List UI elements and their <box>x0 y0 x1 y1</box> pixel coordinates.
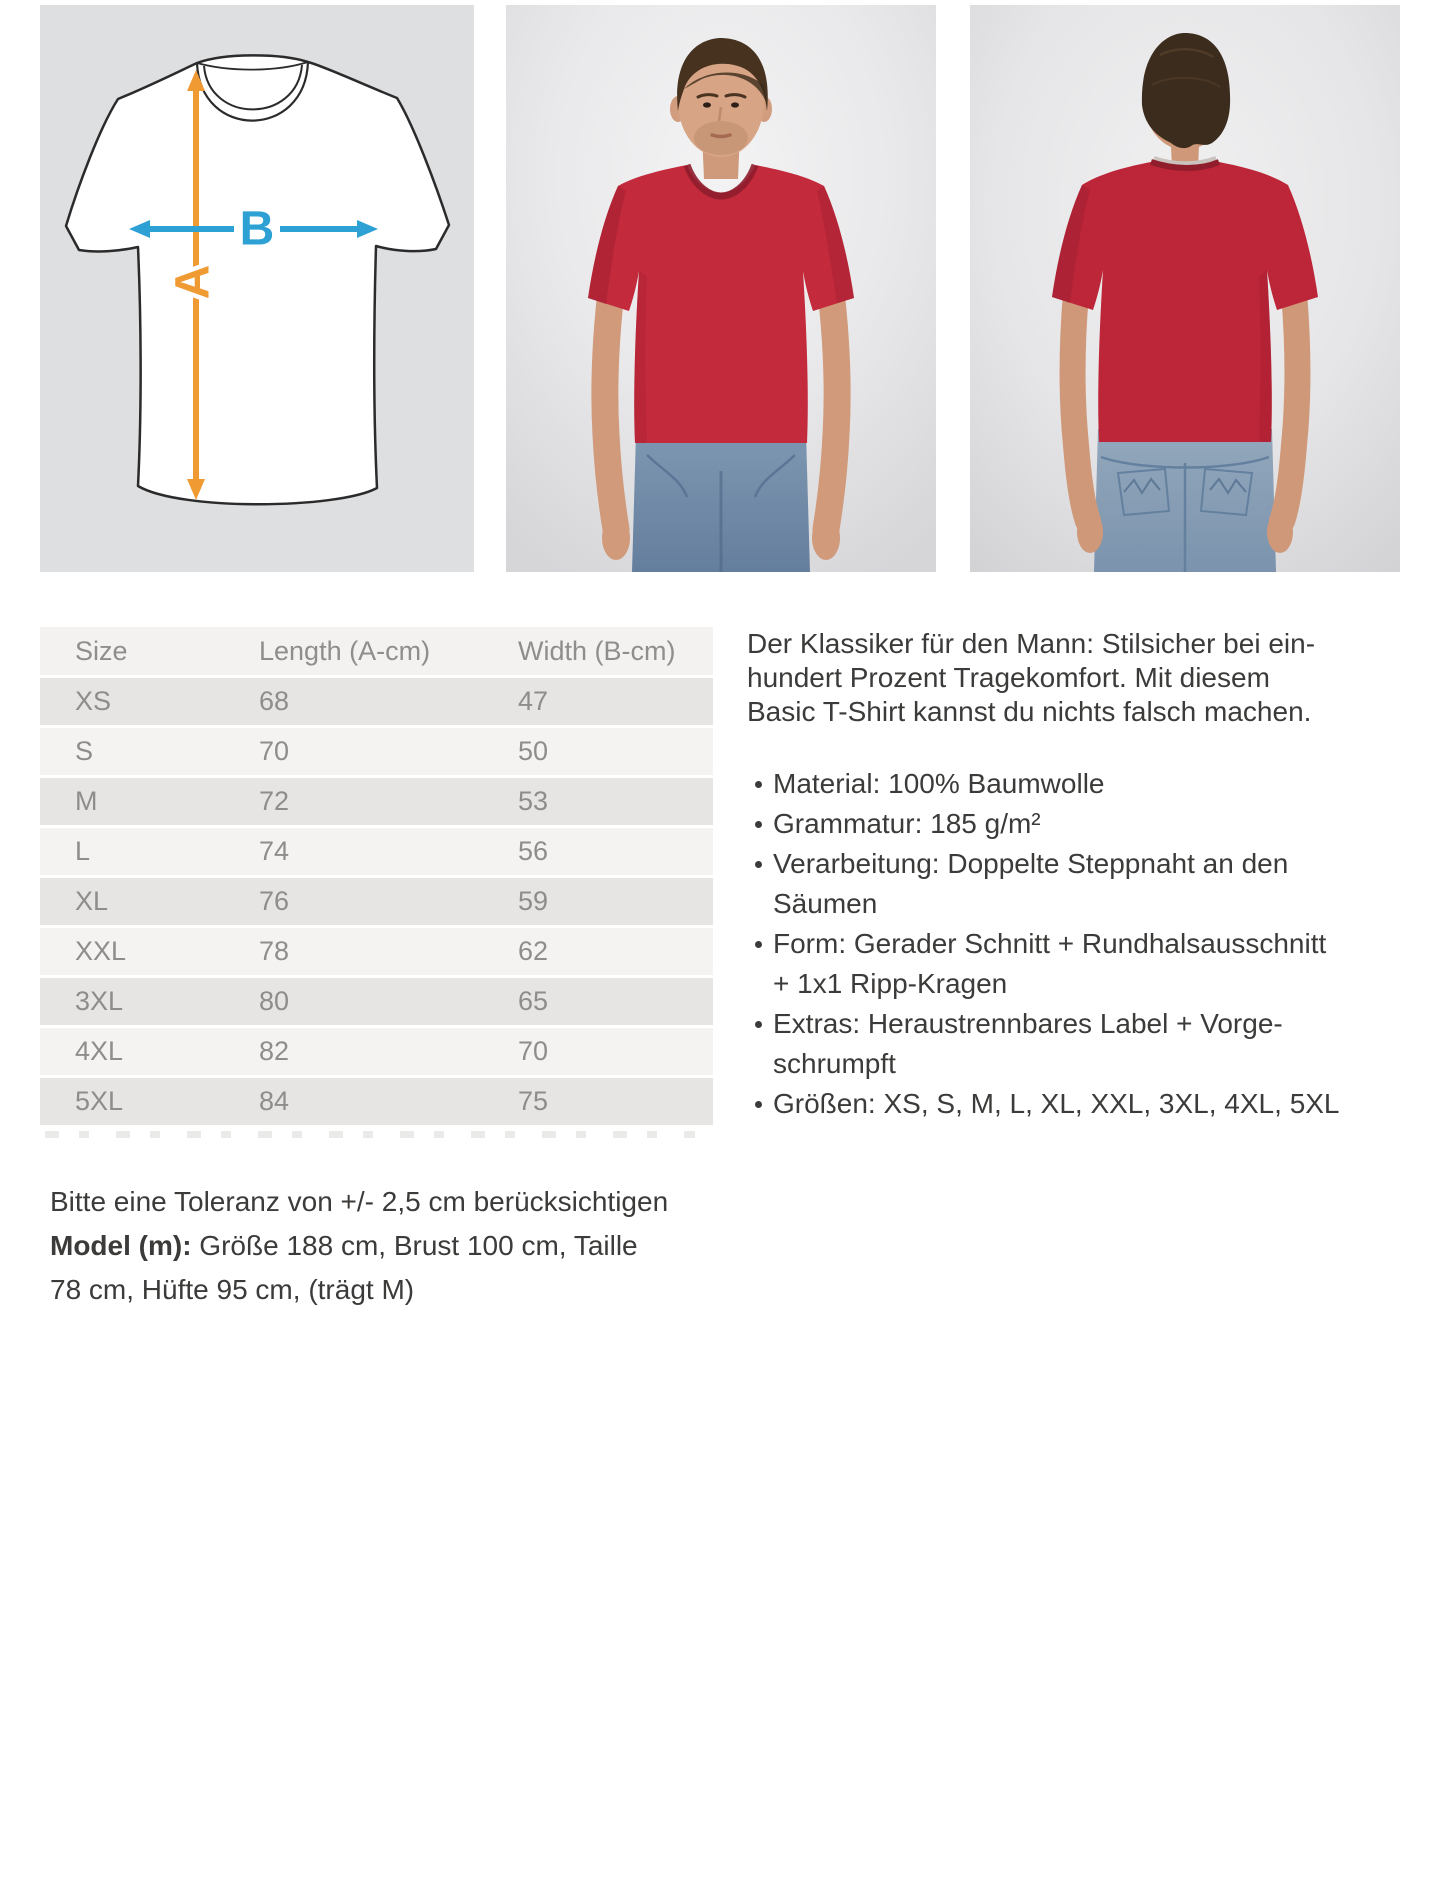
cell-length: 72 <box>259 786 290 816</box>
cell-width: 65 <box>518 986 549 1016</box>
cell-width: 75 <box>518 1086 549 1116</box>
bullet-dot <box>755 861 762 868</box>
right-hand-back <box>1267 511 1293 553</box>
cell-length: 76 <box>259 886 290 916</box>
shirt-body-path <box>66 55 449 504</box>
cell-width: 62 <box>518 936 549 966</box>
tshirt-outline-drawing <box>40 5 474 572</box>
cell-size: S <box>75 736 94 766</box>
cell-length: 80 <box>259 986 290 1016</box>
cell-size: 5XL <box>75 1086 124 1116</box>
cell-length: 84 <box>259 1086 290 1116</box>
col-header-length: Length (A-cm) <box>259 636 431 666</box>
left-hand <box>602 516 630 560</box>
col-header-width: Width (B-cm) <box>518 636 676 666</box>
cell-width: 70 <box>518 1036 549 1066</box>
cell-length: 78 <box>259 936 290 966</box>
model-info-line1 <box>50 1224 668 1268</box>
table-row-xxl <box>40 928 713 975</box>
model-info-rest: Größe 188 cm, Brust 100 cm, Taille <box>191 1230 638 1261</box>
bullet-text: Form: Gerader Schnitt + Rundhalsausschnitt <box>773 928 1327 959</box>
product-feature-list <box>747 764 1340 1124</box>
bullet-text: Verarbeitung: Doppelte Steppnaht an den <box>773 848 1289 879</box>
bullet-dot <box>755 781 762 788</box>
bullet-dot <box>755 1021 762 1028</box>
cell-width: 56 <box>518 836 549 866</box>
cell-size: XXL <box>75 936 127 966</box>
table-row-m <box>40 778 713 825</box>
cell-size: M <box>75 786 98 816</box>
bullet-text: Grammatur: 185 g/m² <box>773 808 1041 839</box>
length-label-a: A <box>166 264 220 300</box>
bullet-text: Säumen <box>773 888 878 919</box>
cell-width: 47 <box>518 686 549 716</box>
model-info-line2: 78 cm, Hüfte 95 cm, (trägt M) <box>50 1274 415 1305</box>
intro-line: Basic T-Shirt kannst du nichts falsch machen. <box>747 696 1312 727</box>
jeans-back <box>1094 429 1276 572</box>
bullet-text: Größen: XS, S, M, L, XL, XXL, 3XL, 4XL, 5XL <box>773 1088 1340 1119</box>
list-item-extras <box>747 1004 1340 1084</box>
cell-width: 50 <box>518 736 549 766</box>
jeans <box>632 433 810 572</box>
list-item-form <box>747 924 1340 1004</box>
cell-width: 53 <box>518 786 549 816</box>
bullet-text: + 1x1 Ripp-Kragen <box>773 968 1008 999</box>
width-label-b: B <box>239 202 275 256</box>
model-front-photo <box>506 5 936 572</box>
cell-size: L <box>75 836 91 866</box>
list-item-grammatur <box>747 804 1340 844</box>
table-row-3xl <box>40 978 713 1025</box>
cell-length: 82 <box>259 1036 290 1066</box>
table-row-xs <box>40 678 713 725</box>
bullet-text: schrumpft <box>773 1048 896 1079</box>
table-row-l <box>40 828 713 875</box>
cell-size: XS <box>75 686 112 716</box>
table-row-4xl <box>40 1028 713 1075</box>
bullet-text: Material: 100% Baumwolle <box>773 768 1105 799</box>
table-row-s <box>40 728 713 775</box>
size-table-header <box>40 627 713 675</box>
tolerance-and-model-note <box>50 1180 668 1312</box>
bullet-dot <box>755 821 762 828</box>
front-figure <box>506 5 936 572</box>
cell-width: 59 <box>518 886 549 916</box>
table-row-5xl <box>40 1078 713 1125</box>
model-label: Model (m): <box>50 1230 192 1261</box>
bullet-dot <box>755 941 762 948</box>
head-back <box>1142 33 1230 150</box>
tshirt-measure-diagram <box>40 5 474 572</box>
cropped-text-artifact <box>45 1131 695 1138</box>
intro-line: hundert Prozent Tragekomfort. Mit diesem <box>747 662 1270 693</box>
model-back-photo <box>970 5 1400 572</box>
cell-size: 4XL <box>75 1036 124 1066</box>
cell-size: XL <box>75 886 109 916</box>
bullet-text: Extras: Heraustrennbares Label + Vorge- <box>773 1008 1283 1039</box>
list-item-verarbeitung <box>747 844 1340 924</box>
table-row-xl <box>40 878 713 925</box>
tolerance-note: Bitte eine Toleranz von +/- 2,5 cm berücksichtigen <box>50 1186 669 1217</box>
right-hand <box>812 516 840 560</box>
product-intro <box>747 627 1315 729</box>
list-item-material <box>747 764 1340 804</box>
intro-line: Der Klassiker für den Mann: Stilsicher bei ein- <box>747 628 1316 659</box>
back-figure <box>970 5 1400 572</box>
left-hand-back <box>1077 511 1103 553</box>
cell-size: 3XL <box>75 986 124 1016</box>
cell-length: 68 <box>259 686 290 716</box>
list-item-groessen <box>747 1084 1340 1124</box>
col-header-size: Size <box>75 636 128 666</box>
bullet-dot <box>755 1101 762 1108</box>
size-table <box>40 627 713 1125</box>
cell-length: 74 <box>259 836 290 866</box>
cell-length: 70 <box>259 736 290 766</box>
